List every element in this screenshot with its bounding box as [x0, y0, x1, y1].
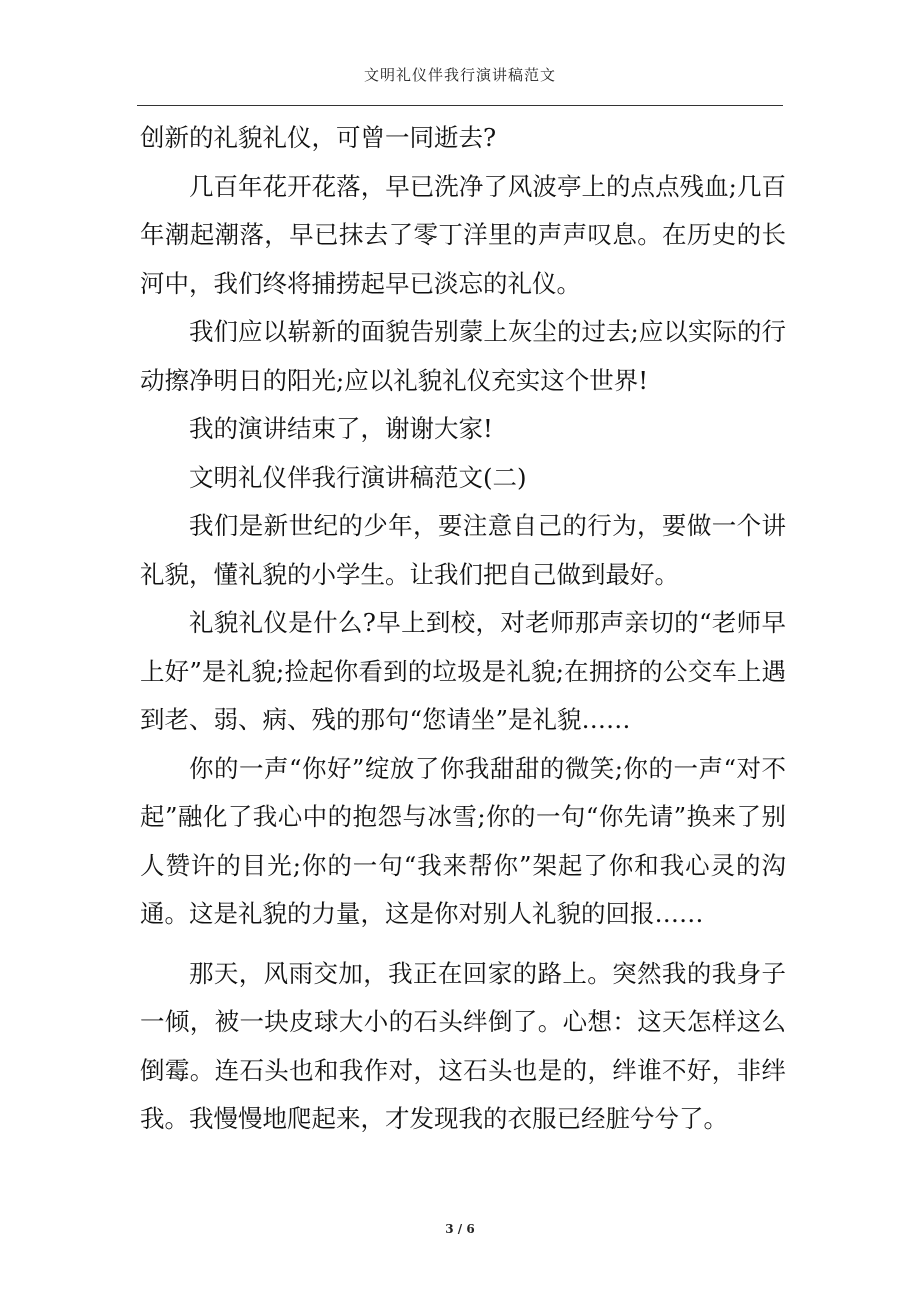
paragraph: 那天，风雨交加，我正在回家的路上。突然我的我身子一倾，被一块皮球大小的石头绊倒了。心想：这天怎样这么倒霉。连石头也和我作对，这石头也是的，绊谁不好，非绊我。我慢慢地爬起来，才发现我的衣服已经脏兮兮了。 [140, 958, 786, 1133]
document-body [140, 114, 786, 1144]
section-title: 文明礼仪伴我行演讲稿范文(二) [189, 462, 527, 492]
paragraph: 我们应以崭新的面貌告别蒙上灰尘的过去;应以实际的行动擦净明日的阳光;应以礼貌礼仪充实这个世界! [140, 317, 786, 395]
paragraph: 你的一声“你好”绽放了你我甜甜的微笑;你的一声“对不起”融化了我心中的抱怨与冰雪;你的一句“你先请”换来了别人赞许的目光;你的一句“我来帮你”架起了你和我心灵的沟通。这是礼貌的力量，这是你对别人礼貌的回报…… [140, 753, 786, 928]
paragraph: 我的演讲结束了，谢谢大家! [189, 414, 493, 443]
paragraph: 几百年花开花落，早已洗净了风波亭上的点点残血;几百年潮起潮落，早已抹去了零丁洋里的声声叹息。在历史的长河中，我们终将捕捞起早已淡忘的礼仪。 [140, 171, 786, 298]
header-divider [137, 105, 783, 106]
paragraph: 礼貌礼仪是什么?早上到校，对老师那声亲切的“老师早上好”是礼貌;捡起你看到的垃圾是礼貌;在拥挤的公交车上遇到老、弱、病、残的那句“您请坐”是礼貌…… [140, 608, 786, 734]
page-number: 3 / 6 [445, 1222, 475, 1236]
document-header-title: 文明礼仪伴我行演讲稿范文 [363, 66, 556, 84]
paragraph: 我们是新世纪的少年，要注意自己的行为，要做一个讲礼貌，懂礼貌的小学生。让我们把自己做到最好。 [140, 511, 786, 589]
paragraph: 创新的礼貌礼仪，可曾一同逝去? [140, 123, 497, 152]
